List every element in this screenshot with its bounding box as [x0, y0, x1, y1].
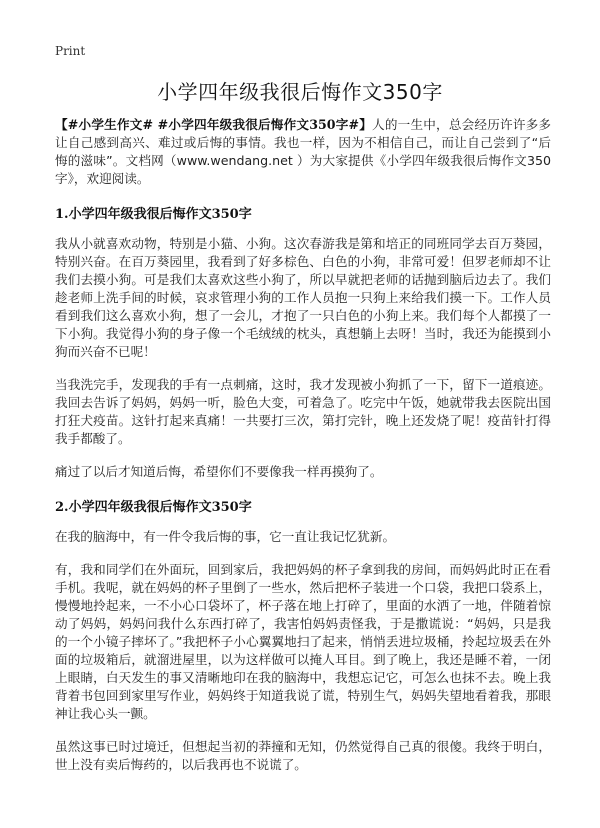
- section-1-paragraph-3: 痛过了以后才知道后悔，希望你们不要像我一样再摸狗了。: [55, 464, 383, 479]
- page-title: 小学四年级我很后悔作文350字: [157, 80, 443, 104]
- document-body: [55, 116, 551, 789]
- print-label: Print: [55, 44, 86, 58]
- section-2-heading: 2.小学四年级我很后悔作文350字: [55, 500, 252, 515]
- section-1-paragraph-2: 当我洗完手，发现我的手有一点刺痛，这时，我才发现被小狗抓了一下，留下一道痕迹。我回去告诉了妈妈，妈妈一听，脸色大变，可着急了。吃完中午饭，她就带我去医院出国打狂犬疫苗。这针打起来真痛！一共要打三次，第打完针，晚上还发烧了呢！疫苗针打得我手都酸了。: [55, 377, 551, 446]
- section-1-paragraph-1: 我从小就喜欢动物，特别是小猫、小狗。这次春游我是第和培正的同班同学去百万葵园，特别兴奋。在百万葵园里，我看到了好多棕色、白色的小狗，非常可爱！但罗老师却不让我们去摸小狗。可是我们太喜欢这些小狗了，所以早就把老师的话抛到脑后边去了。我们趁老师上洗手间的时候，哀求管理小狗的工作人员抱一只狗上来给我们摸一下。工作人员看到我们这么喜欢小狗，想了一会儿，才抱了一只白色的小狗上来。我们每个人都摸了一下小狗。我觉得小狗的身子像一个毛绒绒的枕头，真想躺上去呀！当时，我还为能摸到小狗而兴奋不已呢！: [55, 236, 551, 359]
- section-1-heading: 1.小学四年级我很后悔作文350字: [55, 207, 252, 222]
- intro-text: 人的一生中，总会经历许许多多让自己感到高兴、难过或后悔的事情。我也一样，因为不相信自己，而让自己尝到了“后悔的滋味”。文档网（www.wendang.net ）为大家提供《小学四年级我很后悔作文350字》，欢迎阅读。: [55, 117, 551, 186]
- section-2-paragraph-3: 虽然这事已时过境迁，但想起当初的莽撞和无知，仍然觉得自己真的很傻。我终于明白，世上没有卖后悔药的，以后我再也不说谎了。: [55, 739, 551, 772]
- section-2-paragraph-2: 有，我和同学们在外面玩，回到家后，我把妈妈的杯子拿到我的房间，而妈妈此时正在看手机。我呢，就在妈妈的杯子里倒了一些水，然后把杯子装进一个口袋，我把口袋系上，慢慢地拎起来，一不小心口袋坏了，杯子落在地上打碎了，里面的水洒了一地，伴随着惊动了妈妈，妈妈问我什么东西打碎了，我害怕妈妈责怪我，于是撒谎说：“妈妈，只是我的一个小镜子摔坏了。”我把杯子小心翼翼地扫了起来，悄悄丢进垃圾桶，拎起垃圾丢在外面的垃圾箱后，就溜进屋里，以为这样做可以掩人耳目。到了晚上，我还是睡不着，一闭上眼睛，白天发生的事又清晰地印在我的脑海中，我想忘记它，可怎么也抹不去。晚上我背着书包回到家里写作业，妈妈终于知道我说了谎，特别生气，妈妈失望地看着我，那眼神让我心头一颤。: [55, 562, 551, 721]
- intro-tag: 【#小学生作文# #小学四年级我很后悔作文350字#】: [55, 117, 373, 132]
- section-2-paragraph-1: 在我的脑海中，有一件令我后悔的事，它一直让我记忆犹新。: [55, 529, 396, 544]
- intro-paragraph: [55, 116, 551, 188]
